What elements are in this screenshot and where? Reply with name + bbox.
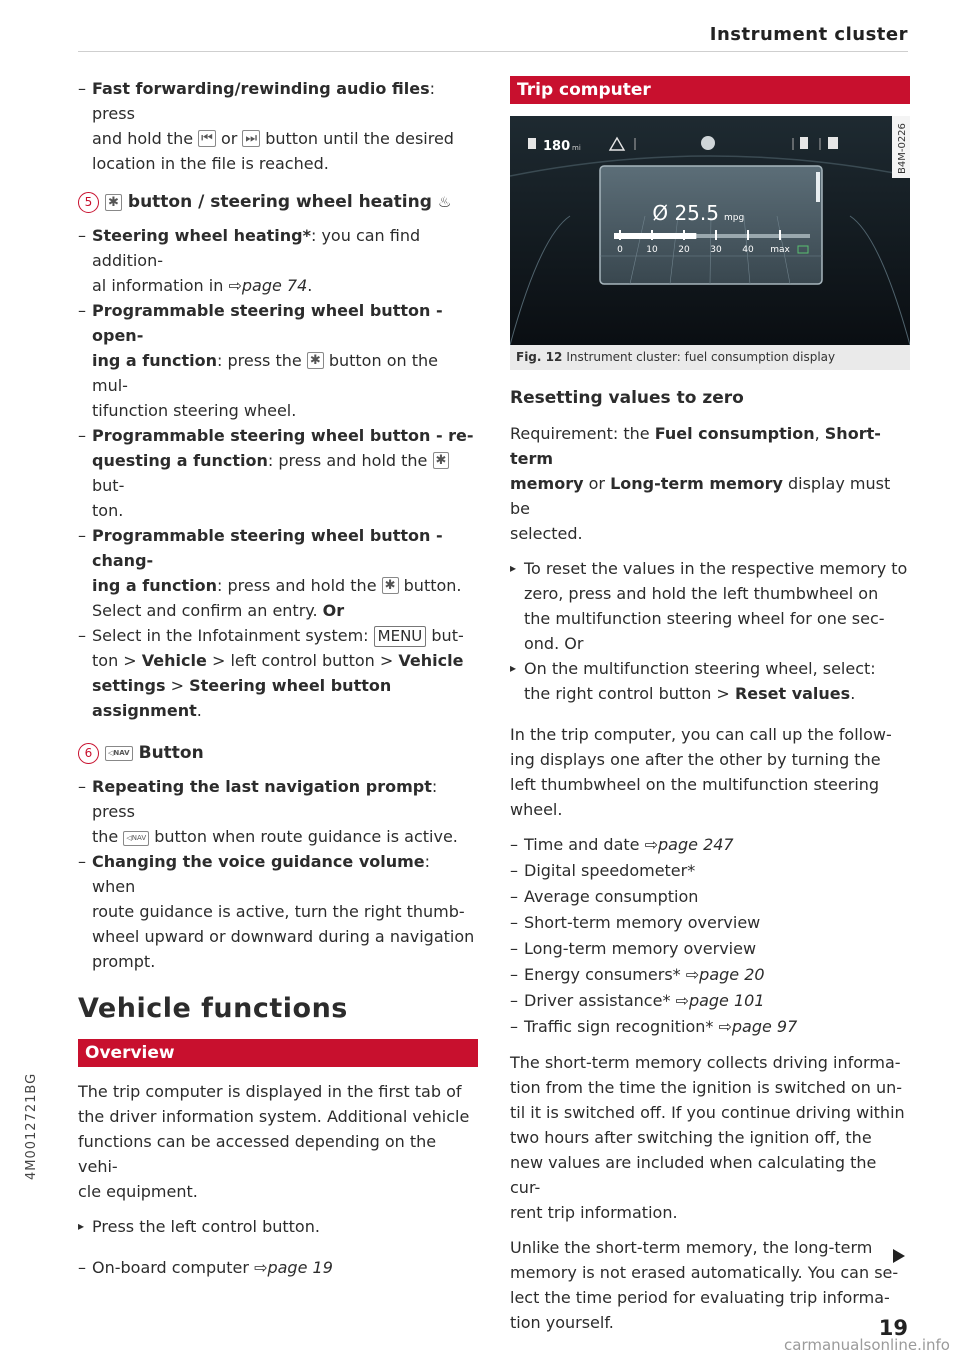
instruction-step: ▸ On the multifunction steering wheel, select: the right control button > Reset values. xyxy=(510,656,910,706)
xref-arrow-icon: ⇨ xyxy=(254,1258,268,1277)
overview-banner: Overview xyxy=(78,1039,478,1067)
scale-tick-label: 30 xyxy=(710,245,722,255)
menu-key: MENU xyxy=(374,626,427,647)
header-rule xyxy=(78,51,908,52)
range-unit: mi xyxy=(572,144,581,152)
list-item: – Traffic sign recognition* ⇨page 97 xyxy=(510,1014,910,1040)
asterisk-key-icon: ✱ xyxy=(433,452,450,469)
scale-tick-label: 0 xyxy=(617,245,623,255)
page-link[interactable]: page 74 xyxy=(241,276,308,295)
list-item: – On-board computer ⇨page 19 xyxy=(78,1255,478,1280)
scale-tick-label: max xyxy=(770,245,790,255)
nav-key-icon: ◁NAV xyxy=(105,746,133,761)
paragraph: Requirement: the Fuel consumption, Short-term memory or Long-term memory display must be selected. xyxy=(510,424,891,543)
paragraph: In the trip computer, you can call up the follow- ing displays one after the other by turning the left thumbwheel on the multifunction steering wheel. xyxy=(510,725,892,819)
xref-arrow-icon: ⇨ xyxy=(685,965,700,984)
list-item: – Changing the voice guidance volume: when route guidance is active, turn the right thumb- wheel upward or downward during a navigation prompt. xyxy=(78,849,478,974)
list-item: – Programmable steering wheel button - open- ing a function: press the ✱ button on the mul- tifunction steering wheel. xyxy=(78,298,478,423)
subsection-title: Resetting values to zero xyxy=(510,388,744,408)
forward-key-icon: ⏭ xyxy=(242,130,260,147)
average-consumption-unit: mpg xyxy=(724,213,745,223)
document-code: 4M0012721BG xyxy=(24,1072,39,1180)
list-item: – Long-term memory overview xyxy=(510,936,910,962)
page-link[interactable]: page 97 xyxy=(731,1017,798,1036)
watermark: carmanualsonline.info xyxy=(784,1336,950,1354)
scale-tick xyxy=(619,230,621,240)
figure-caption: Fig. 12 Instrument cluster: fuel consumption display xyxy=(510,345,910,370)
range-value: 180 xyxy=(543,139,571,154)
scale-tick-label: 10 xyxy=(646,245,658,255)
continued-arrow-icon xyxy=(893,1249,905,1263)
average-consumption-value: Ø 25.5 xyxy=(652,201,719,225)
instrument-cluster-figure xyxy=(510,116,910,345)
list-item: – Driver assistance* ⇨page 101 xyxy=(510,988,910,1014)
scale-tick-label: 40 xyxy=(742,245,754,255)
instruction-step: ▸ To reset the values in the respective memory to zero, press and hold the left thumbwheel on the multifunction steering wheel for one sec- ond. Or xyxy=(510,556,910,656)
list-item: – Select in the Infotainment system: MENU but- ton > Vehicle > left control button > Vehicle settings > Steering wheel button assignment. xyxy=(78,623,478,723)
seat-icon xyxy=(828,137,838,149)
page-link[interactable]: page 247 xyxy=(658,835,734,854)
asterisk-key-icon: ✱ xyxy=(382,577,399,594)
list-item: – Programmable steering wheel button - chang- ing a function: press and hold the ✱ button. Select and confirm an entry. Or xyxy=(78,523,478,623)
fuel-pump-icon xyxy=(528,138,536,149)
list-item: – Fast forwarding/rewinding audio files: press and hold the ⏮ or ⏭ button until the desired location in the file is reached. xyxy=(78,76,478,176)
scale-tick xyxy=(683,230,685,240)
list-item: – Short-term memory overview xyxy=(510,910,910,936)
figure-code: B4M-0226 xyxy=(897,123,908,174)
xref-arrow-icon: ⇨ xyxy=(718,1017,732,1036)
list-item: – Repeating the last navigation prompt: press the ◁NAV button when route guidance is active. xyxy=(78,774,478,849)
list-item: – Energy consumers* ⇨page 20 xyxy=(510,962,910,988)
list-item: – Time and date ⇨page 247 xyxy=(510,832,910,858)
display-list xyxy=(510,832,910,1040)
list-item: – Programmable steering wheel button - re- questing a function: press and hold the ✱ but- ton. xyxy=(78,423,478,523)
cluster-graphic xyxy=(510,116,910,345)
paragraph: The short-term memory collects driving informa- tion from the time the ignition is switched on un- til it is switched off. If you continue driving within two hours after switching the ignition off, the new values are included when calculating the cur- rent trip information. xyxy=(510,1053,905,1222)
list-item: – Digital speedometer* xyxy=(510,858,910,884)
page-number: 19 xyxy=(878,1316,908,1340)
page-link[interactable]: page 19 xyxy=(267,1258,333,1277)
steering-wheel-heating-icon: ♨ xyxy=(437,193,452,211)
list-item: – Steering wheel heating*: you can find addition- al information in ⇨page 74. xyxy=(78,223,478,298)
number-6-icon: 6 xyxy=(78,743,99,764)
paragraph: Unlike the short-term memory, the long-term memory is not erased automatically. You can se- lect the time period for evaluating trip informa- tion yourself. xyxy=(510,1238,899,1332)
section-title: Vehicle functions xyxy=(78,993,348,1024)
list-item: – Average consumption xyxy=(510,884,910,910)
xref-arrow-icon: ⇨ xyxy=(228,276,242,295)
instruction-step: ▸ Press the left control button. xyxy=(78,1214,478,1239)
asterisk-key-icon: ✱ xyxy=(307,352,324,369)
scale-tick xyxy=(747,230,749,240)
page-link[interactable]: page 101 xyxy=(688,991,765,1010)
page-link[interactable]: page 20 xyxy=(699,965,765,984)
left-column xyxy=(78,76,478,1280)
header-title: Instrument cluster xyxy=(709,24,908,45)
lights-icon xyxy=(800,137,808,149)
xref-arrow-icon: ⇨ xyxy=(644,835,659,854)
right-column xyxy=(510,76,910,1343)
scale-tick-label: 20 xyxy=(678,245,690,255)
section-heading-5: 5 ✱ button / steering wheel heating ♨ xyxy=(78,190,478,215)
scale-tick xyxy=(651,230,653,240)
paragraph: The trip computer is displayed in the first tab of the driver information system. Additional vehicle functions can be accessed depending on the vehi- cle equipment. xyxy=(78,1082,470,1201)
scale-tick xyxy=(715,230,717,240)
section-heading-6: 6 ◁NAV Button xyxy=(78,741,478,766)
number-5-icon: 5 xyxy=(78,192,99,213)
nav-key-icon: ◁NAV xyxy=(123,831,149,846)
steering-wheel-icon xyxy=(701,136,715,150)
asterisk-key-icon: ✱ xyxy=(105,194,122,211)
scale-tick xyxy=(779,230,781,240)
trip-computer-banner: Trip computer xyxy=(510,76,910,104)
xref-arrow-icon: ⇨ xyxy=(675,991,689,1010)
rewind-key-icon: ⏮ xyxy=(198,130,216,147)
